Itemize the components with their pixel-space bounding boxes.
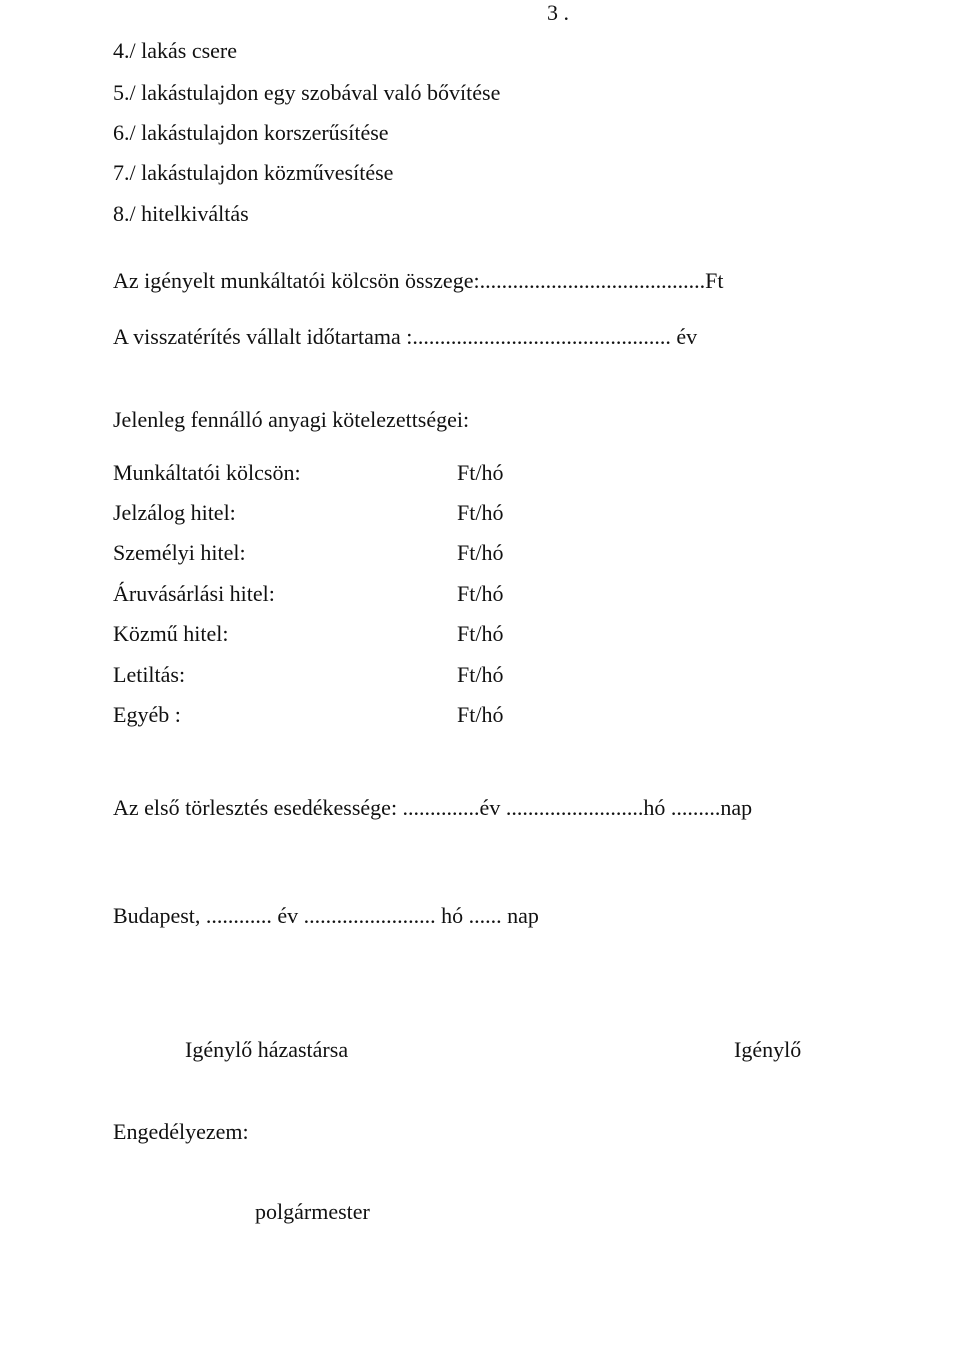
mayor-signature-label: polgármester <box>255 1199 370 1224</box>
repayment-period-field[interactable]: A visszatérítés vállalt időtartama :............................................... év <box>113 324 698 349</box>
spouse-signature-label: Igénylő házastársa <box>185 1037 349 1062</box>
list-item-6: 6./ lakástulajdon korszerűsítése <box>113 120 389 145</box>
obligation-amount-other[interactable]: Ft/hó <box>457 702 504 727</box>
obligation-label-personal-loan: Személyi hitel: <box>113 540 246 565</box>
applicant-signature-label: Igénylő <box>734 1037 802 1062</box>
loan-amount-field[interactable]: Az igényelt munkáltatói kölcsön összege:.........................................Ft <box>113 268 724 293</box>
list-item-5: 5./ lakástulajdon egy szobával való bővítése <box>113 80 501 105</box>
obligation-amount-mortgage[interactable]: Ft/hó <box>457 500 504 525</box>
list-item-8: 8./ hitelkiváltás <box>113 201 249 226</box>
place-date-field[interactable]: Budapest, ............ év ........................ hó ...... nap <box>113 903 539 928</box>
first-due-date-field[interactable]: Az első törlesztés esedékessége: ..............év .........................hó .........nap <box>113 795 753 820</box>
obligation-amount-utility-loan[interactable]: Ft/hó <box>457 621 504 646</box>
obligation-label-mortgage: Jelzálog hitel: <box>113 500 236 525</box>
obligation-label-garnishment: Letiltás: <box>113 662 186 687</box>
obligation-amount-employer-loan[interactable]: Ft/hó <box>457 460 504 485</box>
obligation-label-utility-loan: Közmű hitel: <box>113 621 229 646</box>
obligation-amount-garnishment[interactable]: Ft/hó <box>457 662 504 687</box>
obligation-label-other: Egyéb : <box>113 702 181 727</box>
obligation-label-purchase-credit: Áruvásárlási hitel: <box>113 581 275 606</box>
obligation-amount-personal-loan[interactable]: Ft/hó <box>457 540 504 565</box>
obligation-label-employer-loan: Munkáltatói kölcsön: <box>113 460 301 485</box>
page-number: 3 . <box>547 0 569 25</box>
obligation-amount-purchase-credit[interactable]: Ft/hó <box>457 581 504 606</box>
approval-label: Engedélyezem: <box>113 1119 249 1144</box>
obligations-title: Jelenleg fennálló anyagi kötelezettségei: <box>113 407 470 432</box>
list-item-7: 7./ lakástulajdon közművesítése <box>113 160 394 185</box>
list-item-4: 4./ lakás csere <box>113 38 237 63</box>
